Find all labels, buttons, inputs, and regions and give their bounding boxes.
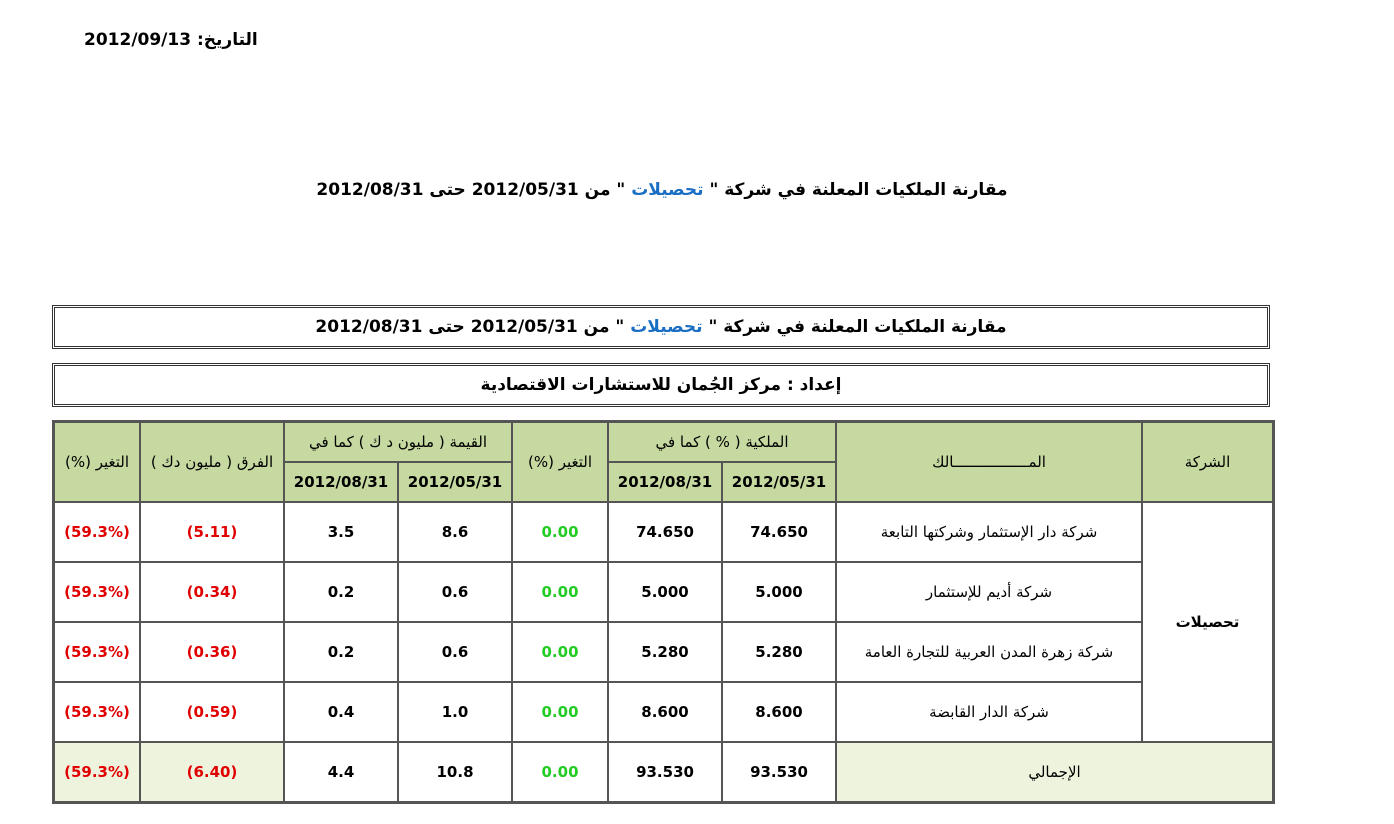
header-company: الشركة <box>1142 422 1273 502</box>
box-title-suffix: " من 2012/05/31 حتى 2012/08/31 <box>315 317 625 337</box>
row-owner: شركة زهرة المدن العربية للتجارة العامة <box>836 622 1142 682</box>
row-own-date1: 5.280 <box>722 622 836 682</box>
header-value-date2: 2012/08/31 <box>284 462 398 502</box>
total-label: الإجمالي <box>836 742 1273 802</box>
table-row <box>54 682 1273 742</box>
row-change-pct: 0.00 <box>512 562 608 622</box>
box-title-prefix: مقارنة الملكيات المعلنة في شركة " <box>708 317 1007 337</box>
total-row <box>54 742 1273 802</box>
row-value-date2: 0.2 <box>284 622 398 682</box>
box-title-company: تحصيلات <box>630 317 703 337</box>
total-change-pct2: (59.3%) <box>54 742 140 802</box>
header-owner: المـــــــــــــــــالك <box>836 422 1142 502</box>
title-suffix: " من 2012/05/31 حتى 2012/08/31 <box>316 180 626 200</box>
row-diff: (0.36) <box>140 622 284 682</box>
row-change-pct2: (59.3%) <box>54 502 140 562</box>
header-ownership: الملكية ( % ) كما في <box>608 422 836 462</box>
header-value: القيمة ( مليون د ك ) كما في <box>284 422 512 462</box>
row-own-date1: 5.000 <box>722 562 836 622</box>
header-diff: الفرق ( مليون دك ) <box>140 422 284 502</box>
prepared-by-box <box>52 363 1270 407</box>
page-title <box>0 180 1324 200</box>
date-label: التاريخ: <box>196 30 258 50</box>
total-value-date1: 10.8 <box>398 742 512 802</box>
report-date <box>84 30 258 50</box>
total-change-pct: 0.00 <box>512 742 608 802</box>
table-row <box>54 502 1273 562</box>
ownership-table <box>52 420 1275 804</box>
row-own-date1: 8.600 <box>722 682 836 742</box>
table-title-box <box>52 305 1270 349</box>
row-value-date2: 0.2 <box>284 562 398 622</box>
row-own-date2: 8.600 <box>608 682 722 742</box>
row-value-date1: 0.6 <box>398 562 512 622</box>
row-value-date1: 0.6 <box>398 622 512 682</box>
row-value-date1: 8.6 <box>398 502 512 562</box>
row-change-pct: 0.00 <box>512 622 608 682</box>
header-change-pct2: التغير (%) <box>54 422 140 502</box>
date-value: 2012/09/13 <box>84 30 192 50</box>
row-owner: شركة الدار القابضة <box>836 682 1142 742</box>
row-owner: شركة دار الإستثمار وشركتها التابعة <box>836 502 1142 562</box>
total-diff: (6.40) <box>140 742 284 802</box>
row-change-pct2: (59.3%) <box>54 562 140 622</box>
row-diff: (0.34) <box>140 562 284 622</box>
row-change-pct: 0.00 <box>512 682 608 742</box>
total-value-date2: 4.4 <box>284 742 398 802</box>
header-value-date1: 2012/05/31 <box>398 462 512 502</box>
title-prefix: مقارنة الملكيات المعلنة في شركة " <box>709 180 1008 200</box>
row-value-date2: 0.4 <box>284 682 398 742</box>
row-own-date2: 5.000 <box>608 562 722 622</box>
row-change-pct: 0.00 <box>512 502 608 562</box>
title-company: تحصيلات <box>631 180 704 200</box>
row-change-pct2: (59.3%) <box>54 682 140 742</box>
row-owner: شركة أديم للإستثمار <box>836 562 1142 622</box>
company-name-cell: تحصيلات <box>1142 502 1273 742</box>
row-value-date2: 3.5 <box>284 502 398 562</box>
row-own-date2: 74.650 <box>608 502 722 562</box>
table-row <box>54 622 1273 682</box>
row-diff: (5.11) <box>140 502 284 562</box>
header-own-date2: 2012/08/31 <box>608 462 722 502</box>
header-change-pct: التغير (%) <box>512 422 608 502</box>
row-change-pct2: (59.3%) <box>54 622 140 682</box>
row-diff: (0.59) <box>140 682 284 742</box>
total-own-date1: 93.530 <box>722 742 836 802</box>
row-own-date2: 5.280 <box>608 622 722 682</box>
prepared-by: إعداد : مركز الجُمان للاستشارات الاقتصادية <box>480 375 842 395</box>
total-own-date2: 93.530 <box>608 742 722 802</box>
row-own-date1: 74.650 <box>722 502 836 562</box>
row-value-date1: 1.0 <box>398 682 512 742</box>
header-own-date1: 2012/05/31 <box>722 462 836 502</box>
table-row <box>54 562 1273 622</box>
